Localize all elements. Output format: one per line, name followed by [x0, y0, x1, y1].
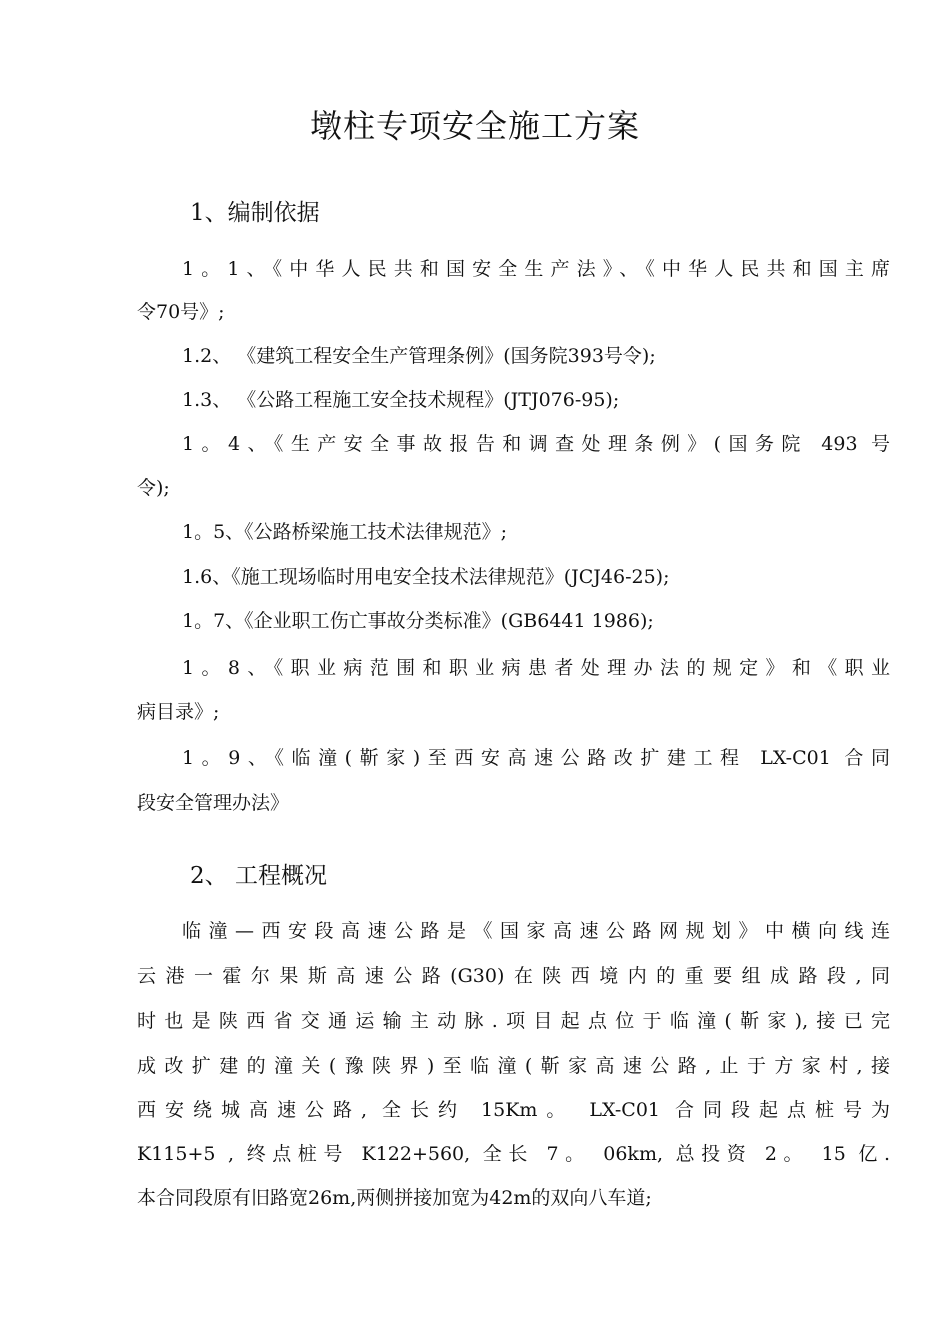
overview-line-3: 时也是陕西省交通运输主动脉.项目起点位于临潼(靳家),接已完: [137, 1010, 890, 1032]
overview-line-5: 西安绕城高速公路, 全长约 15Km。 LX-C01 合同段起点桩号为: [137, 1099, 890, 1121]
basis-item-1-line-2: 令70号》;: [137, 301, 225, 323]
basis-item-3: 1.3、 《公路工程施工安全技术规程》(JTJ076-95);: [182, 389, 620, 411]
basis-item-4-line-1: 1。4、《生产安全事故报告和调查处理条例》(国务院 493 号: [182, 433, 890, 455]
overview-line-7: 本合同段原有旧路宽26m,两侧拼接加宽为42m的双向八车道;: [137, 1187, 652, 1209]
overview-line-1: 临潼—西安段高速公路是《国家高速公路网规划》中横向线连: [182, 920, 890, 942]
basis-item-4-line-2: 令);: [137, 477, 170, 499]
basis-item-2: 1.2、 《建筑工程安全生产管理条例》(国务院393号令);: [182, 345, 656, 367]
overview-line-4: 成改扩建的潼关(豫陕界)至临潼(靳家高速公路,止于方家村,接: [137, 1055, 890, 1077]
basis-item-6: 1.6、《施工现场临时用电安全技术法律规范》(JCJ46-25);: [182, 566, 670, 588]
overview-line-6: K115+5 , 终点桩号 K122+560, 全长 7。 06km, 总投资 2。 15 亿.: [137, 1143, 890, 1165]
basis-item-7: 1。7、《企业职工伤亡事故分类标准》(GB6441 1986);: [182, 610, 654, 632]
basis-item-5: 1。5、《公路桥梁施工技术法律规范》;: [182, 521, 508, 543]
basis-item-8-line-2: 病目录》;: [137, 701, 220, 723]
section-heading-2: 2、 工程概况: [190, 863, 327, 889]
basis-item-9-line-1: 1。9、《临潼(靳家)至西安高速公路改扩建工程 LX-C01 合同: [182, 747, 890, 769]
basis-item-9-line-2: 段安全管理办法》: [137, 792, 290, 814]
basis-item-1-line-1: 1。1、《中华人民共和国安全生产法》、《中华人民共和国主席: [182, 258, 890, 280]
basis-item-8-line-1: 1。8、《职业病范围和职业病患者处理办法的规定》和《职业: [182, 657, 890, 679]
document-title: 墩柱专项安全施工方案: [309, 107, 640, 145]
overview-line-2: 云港一霍尔果斯高速公路(G30)在陕西境内的重要组成路段,同: [137, 965, 890, 987]
section-heading-1: 1、编制依据: [190, 200, 320, 226]
